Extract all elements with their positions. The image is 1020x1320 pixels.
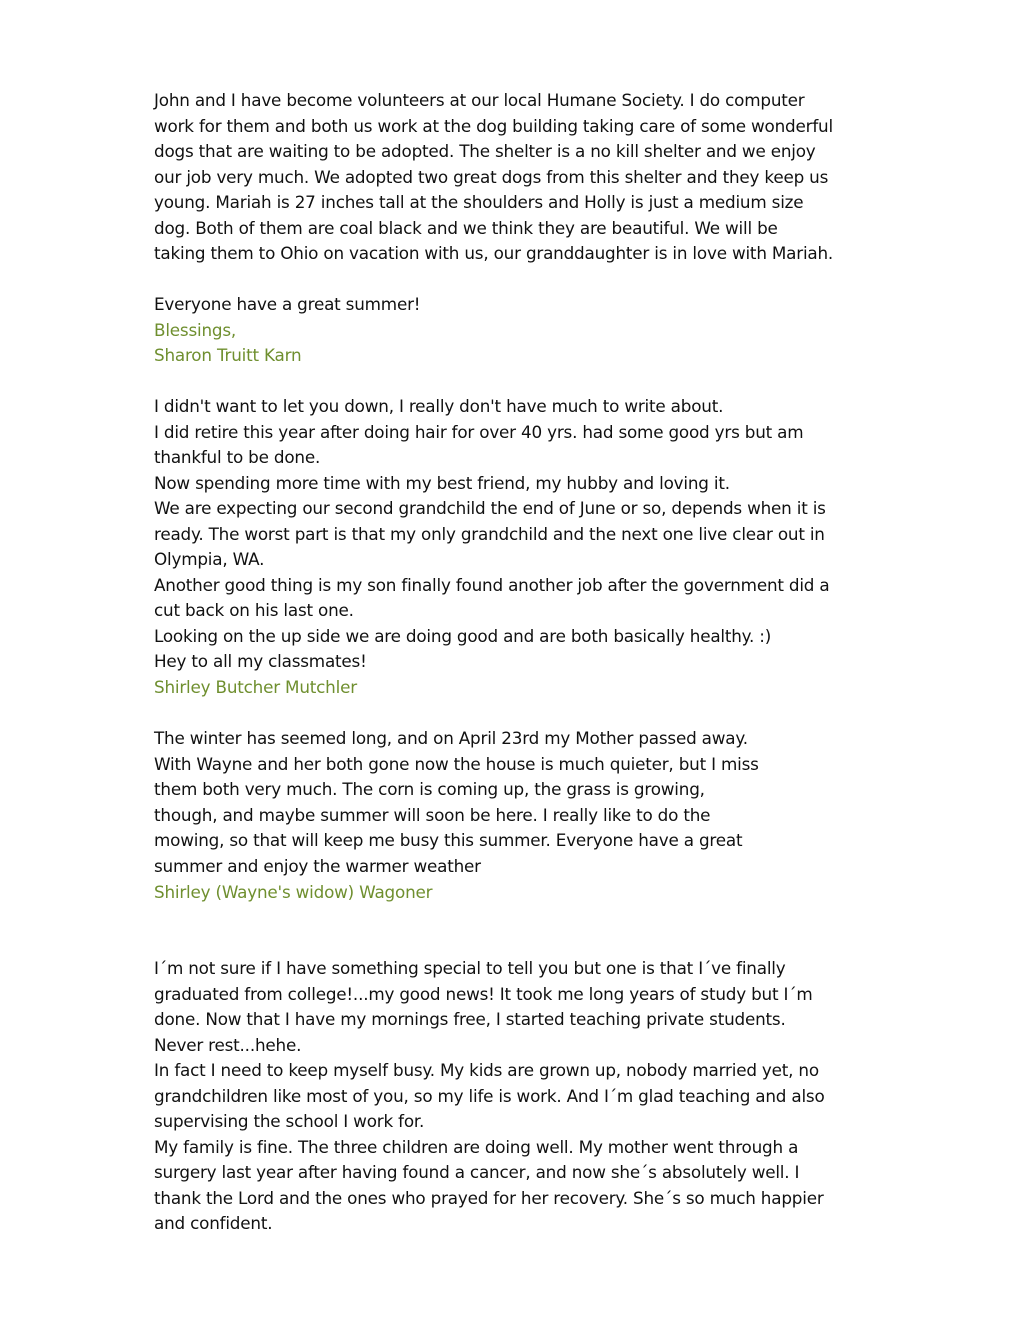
body-line: them both very much. The corn is coming up, the grass is growing, [154,779,705,799]
body-line: Everyone have a great summer! [154,294,421,314]
body-line: In fact I need to keep myself busy. My kids are grown up, nobody married yet, no [154,1060,819,1080]
body-line: We are expecting our second grandchild the end of June or so, depends when it is [154,498,826,518]
body-line: I didn't want to let you down, I really don't have much to write about. [154,396,724,416]
body-line: Now spending more time with my best friend, my hubby and loving it. [154,473,730,493]
body-line: With Wayne and her both gone now the house is much quieter, but I miss [154,754,759,774]
body-line: John and I have become volunteers at our local Humane Society. I do computer [154,90,805,110]
body-line: Another good thing is my son finally found another job after the government did a [154,575,830,595]
body-line: I´m not sure if I have something special to tell you but one is that I´ve finally [154,958,786,978]
body-line: thank the Lord and the ones who prayed for her recovery. She´s so much happier [154,1188,824,1208]
body-line: grandchildren like most of you, so my life is work. And I´m glad teaching and also [154,1086,825,1106]
body-line: and confident. [154,1213,273,1233]
body-line: work for them and both us work at the dog building taking care of some wonderful [154,116,833,136]
body-line: taking them to Ohio on vacation with us, our granddaughter is in love with Mariah. [154,243,834,263]
body-line: cut back on his last one. [154,600,354,620]
body-line: supervising the school I work for. [154,1111,425,1131]
body-line: though, and maybe summer will soon be here. I really like to do the [154,805,711,825]
body-line: ready. The worst part is that my only grandchild and the next one live clear out in [154,524,825,544]
body-line: Never rest...hehe. [154,1035,302,1055]
body-line: done. Now that I have my mornings free, I started teaching private students. [154,1009,786,1029]
body-line: I did retire this year after doing hair for over 40 yrs. had some good yrs but am [154,422,804,442]
signature-name: Shirley Butcher Mutchler [154,677,357,697]
body-line: The winter has seemed long, and on April 23rd my Mother passed away. [154,728,748,748]
body-line: dog. Both of them are coal black and we think they are beautiful. We will be [154,218,778,238]
body-line: surgery last year after having found a cancer, and now she´s absolutely well. I [154,1162,800,1182]
body-line: mowing, so that will keep me busy this summer. Everyone have a great [154,830,743,850]
signature-name: Sharon Truitt Karn [154,345,302,365]
signature-name: Shirley (Wayne's widow) Wagoner [154,882,433,902]
body-line: thankful to be done. [154,447,321,467]
body-line: Hey to all my classmates! [154,651,367,671]
signature-line: Blessings, [154,320,237,340]
body-line: graduated from college!...my good news! It took me long years of study but I´m [154,984,813,1004]
body-line: Olympia, WA. [154,549,265,569]
body-line: summer and enjoy the warmer weather [154,856,481,876]
body-line: My family is fine. The three children are doing well. My mother went through a [154,1137,799,1157]
body-line: young. Mariah is 27 inches tall at the shoulders and Holly is just a medium size [154,192,804,212]
body-line: Looking on the up side we are doing good and are both basically healthy. :) [154,626,772,646]
body-line: our job very much. We adopted two great dogs from this shelter and they keep us [154,167,829,187]
body-line: dogs that are waiting to be adopted. The shelter is a no kill shelter and we enjoy [154,141,816,161]
